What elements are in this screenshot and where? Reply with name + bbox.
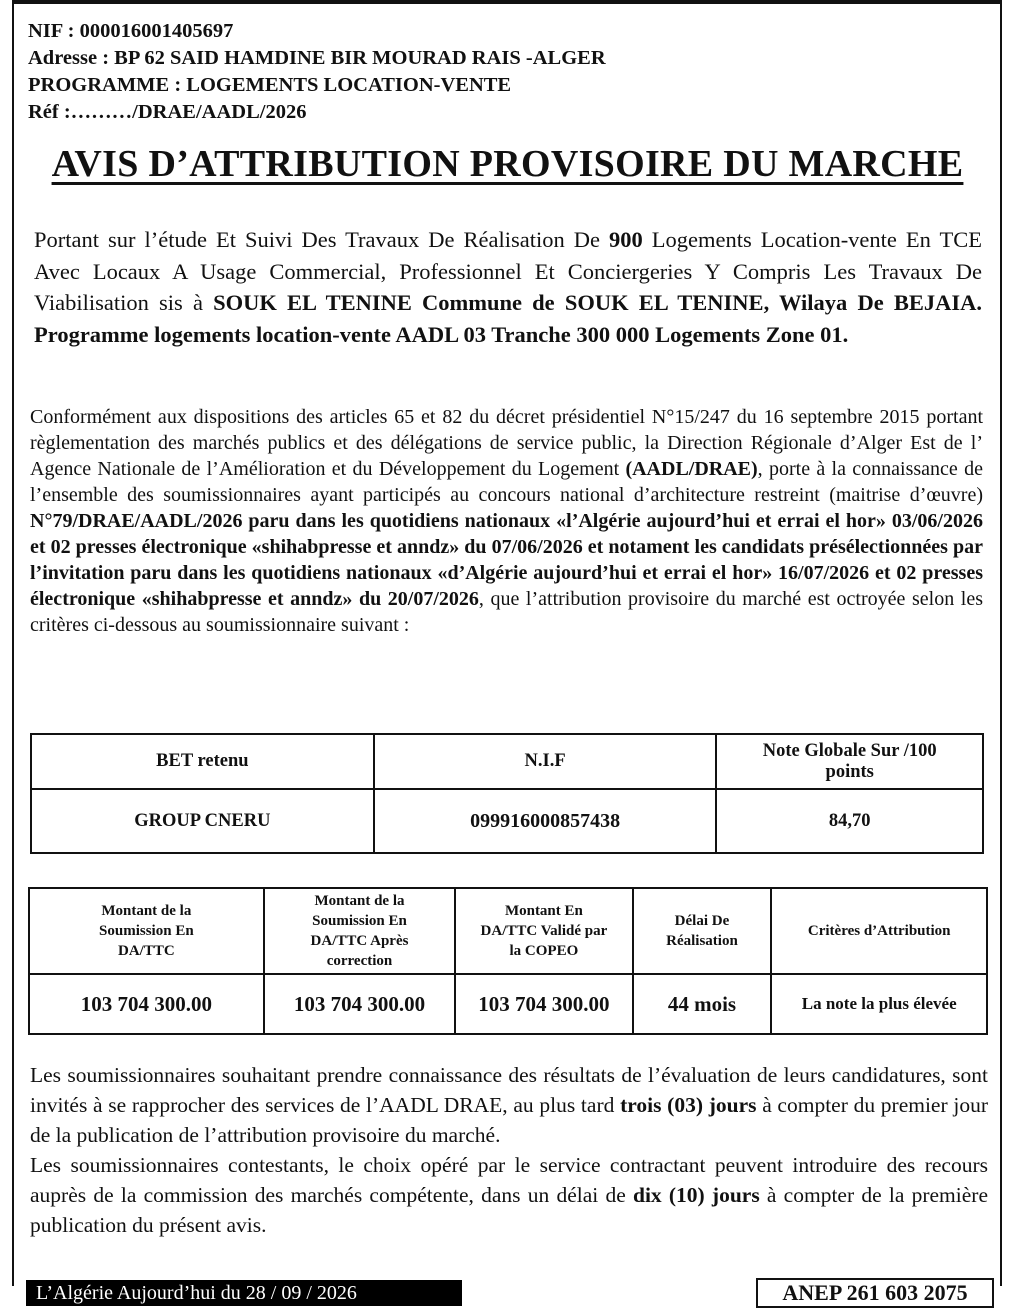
cell-score: 84,70 [716, 789, 983, 853]
cell-nif: 099916000857438 [374, 789, 717, 853]
subject-text-2: Logements Location-vente En TCE Avec Locaux A Usage Commercial, Professionnel Et Conciergeries Y Compris Les Travaux De Viabilisation sis à [34, 227, 982, 315]
nif-line: NIF : 000016001405697 [28, 20, 234, 42]
subject-paragraph [34, 224, 982, 350]
cell-bet: GROUP CNERU [31, 789, 374, 853]
amounts-table [28, 887, 988, 1035]
closing-block-2 [30, 1150, 988, 1240]
legal-bold-1: (AADL/DRAE) [625, 458, 758, 480]
subject-count: 900 [608, 227, 643, 252]
header-block [28, 18, 606, 126]
legal-paragraph [30, 404, 983, 638]
closing-block-1 [30, 1060, 988, 1150]
winner-table [30, 733, 984, 854]
cell-delay: 44 mois [633, 974, 772, 1034]
cell-amount-copeo: 103 704 300.00 [455, 974, 632, 1034]
newspaper-banner: L’Algérie Aujourd’hui du 28 / 09 / 2026 [26, 1280, 462, 1306]
column-header-nif: N.I.F [374, 734, 717, 789]
column-header-criteria: Critères d’Attribution [771, 888, 987, 974]
cell-criteria: La note la plus élevée [771, 974, 987, 1034]
column-header-score: Note Globale Sur /100 points [716, 734, 983, 789]
legal-bold-2: N°79/DRAE/AADL/2026 paru dans les quotidiens nationaux «l’Algérie aujourd’hui et errai el hor» 03/06/2026 et 02 presses électronique «shihabpresse et anndz» du 07/06/2026 et notament les candidats présélectionnées par l’invitation paru dans les quotidiens nationaux «d’Algérie aujourd’hui et errai el hor» 16/07/2026 et 02 presses électronique «shihabpresse et anndz» du 20/07/2026 [30, 510, 983, 610]
closing-deadline-2: dix (10) jours [632, 1183, 760, 1207]
column-header-amount: Montant de la Soumission En DA/TTC [29, 888, 264, 974]
column-header-amount-corrected: Montant de la Soumission En DA/TTC Après correction [264, 888, 456, 974]
reference-line: Réf :………/DRAE/AADL/2026 [28, 101, 307, 123]
programme-line: PROGRAMME : LOGEMENTS LOCATION-VENTE [28, 74, 512, 96]
table-row [29, 974, 987, 1034]
table-row [31, 734, 983, 789]
table-row [29, 888, 987, 974]
closing-text-2: à compter du premier jour de la publication de l’attribution provisoire du marché. [30, 1093, 988, 1147]
table-row [31, 789, 983, 853]
address-line: Adresse : BP 62 SAID HAMDINE BIR MOURAD RAIS -ALGER [28, 47, 606, 69]
closing-paragraph [30, 1060, 988, 1240]
notice-title: AVIS D’ATTRIBUTION PROVISOIRE DU MARCHE [51, 143, 964, 185]
subject-text-1: Portant sur l’étude Et Suivi Des Travaux De Réalisation De [34, 227, 609, 252]
closing-text-1: Les soumissionnaires souhaitant prendre connaissance des résultats de l’évaluation de leurs candidatures, sont invités à se rapprocher des services de l’AADL DRAE, au plus tard [30, 1063, 988, 1117]
legal-text-2: , porte à la connaissance de l’ensemble des soumissionnaires ayant participés au concours national d’architecture restreint (maitrise d’œuvre) [30, 458, 983, 506]
column-header-delay: Délai De Réalisation [633, 888, 772, 974]
closing-text-4: à compter de la première publication du présent avis. [30, 1183, 988, 1237]
column-header-bet: BET retenu [31, 734, 374, 789]
legal-text-1: Conformément aux dispositions des articles 65 et 82 du décret présidentiel N°15/247 du 16 septembre 2015 portant règlementation des marchés publics et des délégations de service public, la Direction Régionale d’Alger Est de l’ Agence Nationale de l’Amélioration et du Développement du Logement [30, 406, 983, 480]
column-header-amount-copeo: Montant En DA/TTC Validé par la COPEO [455, 888, 632, 974]
anep-reference: ANEP 261 603 2075 [756, 1278, 994, 1308]
cell-amount-corrected: 103 704 300.00 [264, 974, 456, 1034]
subject-location: SOUK EL TENINE Commune de SOUK EL TENINE, Wilaya De BEJAIA. Programme logements location-vente AADL 03 Tranche 300 000 Logements Zone 01. [34, 290, 982, 347]
closing-text-3: Les soumissionnaires contestants, le choix opéré par le service contractant peuvent introduire des recours auprès de la commission des marchés compétente, dans un délai de [30, 1153, 988, 1207]
closing-deadline-1: trois (03) jours [620, 1093, 757, 1117]
legal-text-3: , que l’attribution provisoire du marché est octroyée selon les critères ci-dessous au soumissionnaire suivant : [30, 588, 983, 636]
cell-amount: 103 704 300.00 [29, 974, 264, 1034]
